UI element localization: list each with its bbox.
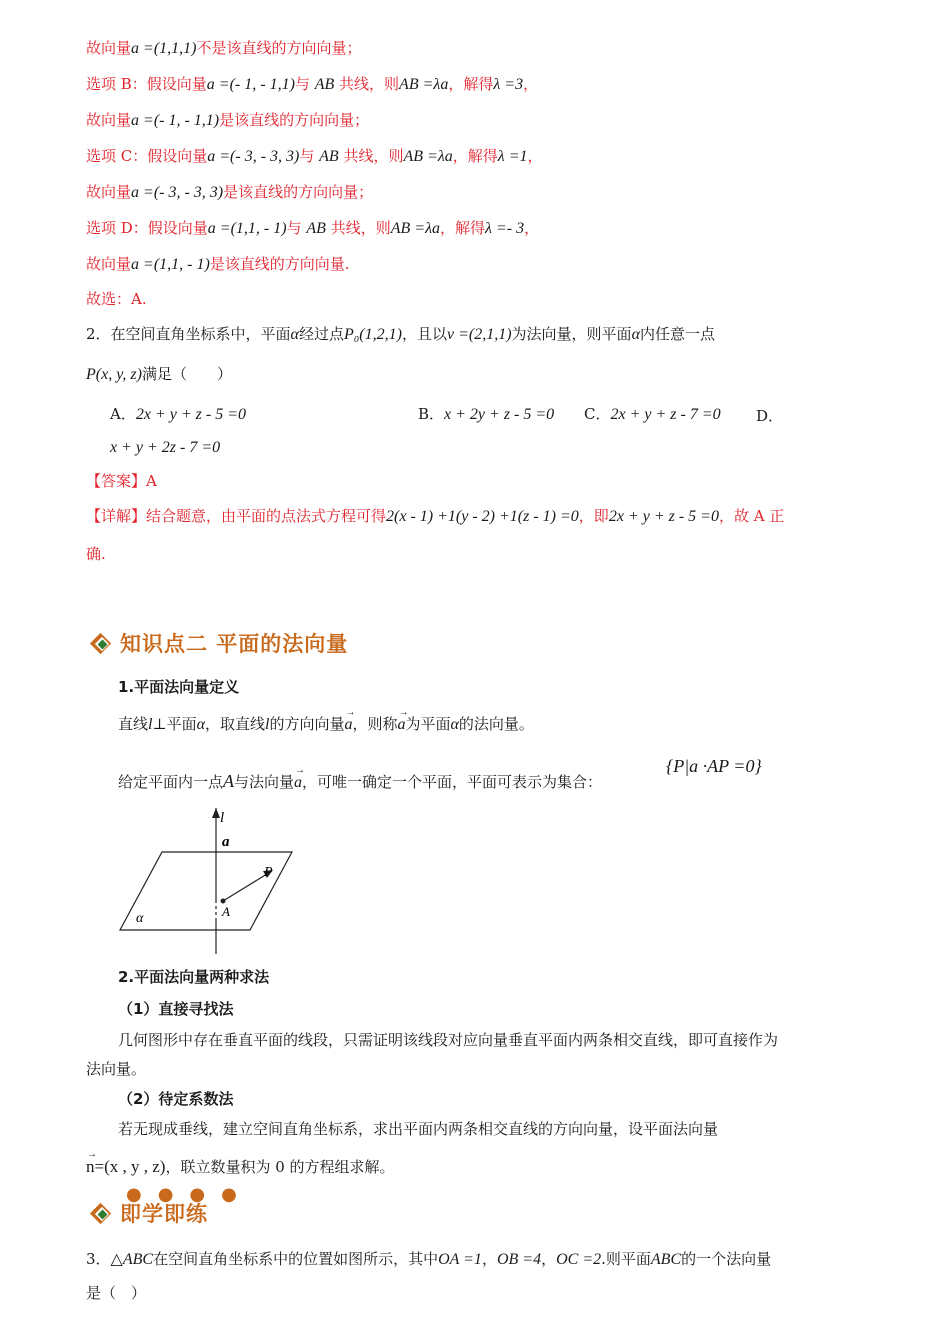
- text: 是该直线的方向向量；: [223, 183, 374, 201]
- text: 内任意一点: [639, 325, 715, 343]
- text: 共线，则: [330, 219, 391, 237]
- text: 选项 C：假设向量: [86, 147, 208, 165]
- text: 满足（ ）: [141, 365, 232, 383]
- text: .则平面: [601, 1250, 651, 1268]
- math-expr: ABC: [650, 1251, 682, 1268]
- vector-n-expr: → n=(x , y , z): [86, 1149, 166, 1176]
- text: ，: [481, 1250, 497, 1268]
- math-expr: △ABC: [110, 1251, 154, 1268]
- text: 是该直线的方向向量；: [219, 111, 370, 129]
- text: 选项 D：假设向量: [86, 219, 208, 237]
- text: ，且以: [401, 325, 447, 343]
- math-expr: OA =1: [438, 1251, 482, 1268]
- option-label: A．: [110, 405, 136, 423]
- method-1-title: （1）直接寻找法: [118, 1000, 234, 1018]
- text: ，解得: [448, 75, 494, 93]
- option-a[interactable]: [110, 403, 246, 426]
- math-expr: AB: [306, 220, 326, 237]
- math-expr: P(x, y, z): [86, 366, 142, 383]
- text: 不是该直线的方向向量；: [196, 39, 362, 57]
- text: ，联立数量积为 0 的方程组求解。: [165, 1158, 395, 1176]
- math-expr: a =(1,1, - 1): [131, 256, 210, 273]
- math-expr: OB =4: [496, 1251, 542, 1268]
- vector-a: → a: [397, 707, 409, 733]
- text: 故向量: [86, 39, 132, 57]
- question-3-stem: [86, 1248, 771, 1271]
- solution-line-2: [86, 73, 538, 96]
- math-expr: λ =3: [493, 76, 524, 93]
- question-2-stem: [86, 323, 715, 346]
- text: ，: [527, 147, 543, 165]
- label-l: l: [220, 810, 225, 826]
- math-expr: a: [397, 716, 406, 733]
- solution-line-7: [86, 253, 350, 276]
- math-expr: a: [344, 716, 353, 733]
- text: ，则称: [352, 715, 398, 733]
- text: 经过点: [298, 325, 344, 343]
- normal-vector-figure: [118, 808, 298, 958]
- label-A: A: [222, 904, 230, 919]
- text: 与: [294, 75, 310, 93]
- math-expr: l: [265, 716, 270, 733]
- text: 的一个法向量: [681, 1250, 772, 1268]
- option-label: D．: [756, 407, 784, 425]
- subheading-methods: 2.平面法向量两种求法: [118, 968, 270, 986]
- detail-line-cont: [86, 543, 106, 565]
- math-expr: x + 2y + z - 5 =0: [444, 406, 555, 423]
- option-d-label[interactable]: [756, 405, 783, 427]
- math-expr: 2x + y + z - 5 =0: [608, 508, 719, 525]
- diamond-icon: [86, 633, 106, 653]
- text: 确.: [86, 545, 106, 563]
- plane-set-paragraph: [118, 765, 603, 794]
- option-c[interactable]: [584, 403, 721, 426]
- text: 直线: [118, 715, 149, 733]
- math-expr: α: [450, 716, 459, 733]
- text: 与: [299, 147, 315, 165]
- solution-line-1: [86, 37, 361, 60]
- text: ，: [524, 219, 540, 237]
- label-a: a: [222, 834, 230, 850]
- text: 的法向量。: [458, 715, 534, 733]
- math-expr: AB =λa: [390, 220, 440, 237]
- section-title: 知识点二 平面的法向量: [120, 632, 349, 656]
- label-alpha: α: [136, 911, 144, 926]
- method-2-text-cont: [86, 1149, 395, 1178]
- vector-a: → a: [344, 707, 356, 733]
- text: 故向量: [86, 255, 132, 273]
- math-expr: P₀(1,2,1): [343, 326, 402, 343]
- question-2-stem-cont: [86, 363, 232, 386]
- option-b[interactable]: [418, 403, 554, 426]
- solution-line-4: [86, 145, 543, 168]
- emphasis-dots: ●●●●: [126, 1184, 253, 1205]
- math-expr: a =(- 3, - 3, 3): [131, 184, 224, 201]
- text: ，解得: [440, 219, 486, 237]
- math-expr: a =(1,1, - 1): [207, 220, 287, 237]
- text: 选项 B：假设向量: [86, 75, 207, 93]
- text: 为法向量，则平面: [511, 325, 632, 343]
- text: 共线，则: [339, 75, 400, 93]
- text: 3．: [86, 1250, 111, 1268]
- method-1-text: 几何图形中存在垂直平面的线段，只需证明该线段对应向量垂直平面内两条相交直线，即可直接作为: [118, 1031, 779, 1049]
- text: 故向量: [86, 111, 132, 129]
- math-expr: 2(x - 1) +1(y - 2) +1(z - 1) =0: [386, 508, 579, 525]
- text: ，解得: [452, 147, 498, 165]
- method-2-title: （2）待定系数法: [118, 1090, 234, 1108]
- definition-paragraph: [118, 707, 534, 736]
- math-expr: AB: [314, 76, 335, 93]
- math-expr: OC =2: [556, 1251, 602, 1268]
- solution-line-5: [86, 181, 373, 204]
- answer-text: 【答案】A: [86, 472, 157, 490]
- text: 与: [286, 219, 302, 237]
- math-expr: A: [223, 771, 235, 791]
- math-expr: α: [290, 326, 299, 343]
- vector-a: → a: [294, 765, 306, 791]
- label-p: P: [264, 865, 273, 880]
- math-expr: a =(- 1, - 1,1): [206, 76, 295, 93]
- text: 故选：A.: [86, 290, 147, 308]
- method-1-text-cont: 法向量。: [86, 1060, 147, 1078]
- answer-line: [86, 470, 157, 492]
- text: ，: [523, 75, 539, 93]
- subheading-definition: 1.平面法向量定义: [118, 678, 240, 696]
- math-expr: x + y + 2z - 7 =0: [110, 439, 221, 456]
- text: ，即: [578, 507, 609, 525]
- math-expr: 2x + y + z - 5 =0: [135, 406, 246, 423]
- math-expr: a =(- 3, - 3, 3): [207, 148, 300, 165]
- math-expr: α: [631, 326, 640, 343]
- method-2-text: 若无现成垂线，建立空间直角坐标系，求出平面内两条相交直线的方向向量，设平面法向量: [118, 1120, 719, 1138]
- text: 给定平面内一点: [118, 773, 224, 791]
- solution-line-6: [86, 217, 539, 240]
- math-expr: v =(2,1,1): [446, 326, 512, 343]
- text: 【详解】结合题意，由平面的点法式方程可得: [86, 507, 387, 525]
- math-expr: λ =- 3: [485, 220, 525, 237]
- math-expr: a =(1,1,1): [131, 40, 197, 57]
- text: 共线，则: [343, 147, 404, 165]
- text: 的方向向量: [269, 715, 345, 733]
- option-label: B．: [418, 405, 445, 423]
- text: ⊥平面: [152, 715, 197, 733]
- text: 与法向量: [234, 773, 295, 791]
- diamond-icon: [86, 1203, 106, 1223]
- section-heading-practice: [86, 1198, 208, 1228]
- detail-line: [86, 505, 784, 528]
- math-expr: α: [196, 716, 205, 733]
- text: 故向量: [86, 183, 132, 201]
- math-expr: λ =1: [497, 148, 528, 165]
- math-expr: 2x + y + z - 7 =0: [610, 406, 721, 423]
- section-title: 即学即练: [120, 1202, 208, 1226]
- text: 为平面: [405, 715, 451, 733]
- question-3-stem-cont: 是（ ）: [86, 1284, 147, 1302]
- math-expr: l: [148, 716, 153, 733]
- text: 在空间直角坐标系中的位置如图所示，其中: [153, 1250, 439, 1268]
- math-expr: AB =λa: [403, 148, 453, 165]
- plane-set-expr: [666, 755, 762, 778]
- solution-line-8: [86, 288, 147, 310]
- text: ，: [541, 1250, 557, 1268]
- math-expr: n=(x , y , z): [86, 1157, 166, 1176]
- text: ，取直线: [204, 715, 265, 733]
- text: ，故 A 正: [718, 507, 785, 525]
- math-expr: AB: [319, 148, 339, 165]
- math-expr: a =(- 1, - 1,1): [131, 112, 220, 129]
- option-label: C．: [584, 405, 611, 423]
- solution-line-3: [86, 109, 369, 132]
- text: ，可唯一确定一个平面，平面可表示为集合：: [302, 773, 603, 791]
- math-expr: AB =λa: [399, 76, 449, 93]
- math-expr: {P|a ·AP =0}: [666, 756, 762, 776]
- text: 是该直线的方向向量.: [209, 255, 350, 273]
- section-heading-knowledge-2: [86, 628, 348, 658]
- text: 2．在空间直角坐标系中，平面: [86, 325, 291, 343]
- option-d[interactable]: [110, 436, 220, 459]
- math-expr: a: [294, 774, 303, 791]
